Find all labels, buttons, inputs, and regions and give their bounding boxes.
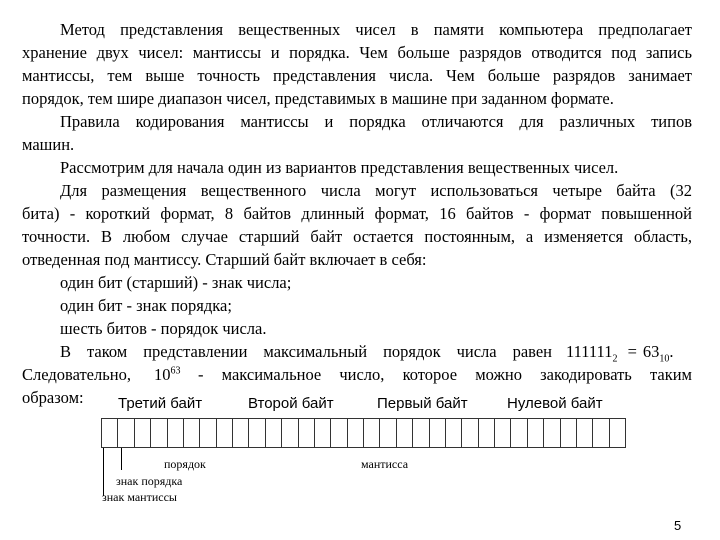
power-formula — [154, 363, 181, 386]
period: . — [669, 342, 674, 361]
list-item: шесть битов - порядок числа. — [60, 319, 267, 338]
text-line: точности. В любом случае старший байт остается постоянным, а изменяется область, — [22, 227, 692, 246]
decimal-base: 10 — [659, 353, 670, 365]
bit-cell — [495, 419, 511, 447]
bit-cell — [118, 419, 134, 447]
text-line: мантиссы, тем выше точность представления числа. Чем больше разрядов занимает — [22, 66, 692, 85]
text-line: В таком представлении максимальный порядок числа равен — [60, 342, 552, 361]
bit-cell — [168, 419, 184, 447]
text-line: Рассмотрим для начала один из вариантов представления вещественных чисел. — [60, 158, 619, 177]
bit-cell — [610, 419, 625, 447]
text-line: Метод представления вещественных чисел в памяти компьютера предполагает — [60, 20, 692, 39]
text-line: Правила кодирования мантиссы и порядка отличаются для различных типов — [60, 112, 692, 131]
equals-sign: = — [627, 342, 637, 361]
order-sign-annotation: знак порядка — [116, 474, 183, 488]
max-order-formula — [566, 340, 674, 363]
text-line: порядок, тем шире диапазон чисел, представимых в машине при заданном формате. — [22, 89, 614, 108]
bit-cell — [299, 419, 315, 447]
binary-value: 111111 — [566, 342, 613, 361]
text-line: Следовательно, — [22, 365, 131, 384]
power-exponent: 63 — [170, 365, 181, 377]
power-base: 10 — [154, 365, 171, 384]
bit-cell — [479, 419, 495, 447]
decimal-value: 63 — [642, 342, 660, 361]
bit-cell — [282, 419, 298, 447]
byte-label-zero: Нулевой байт — [507, 395, 603, 412]
text-line: Для размещения вещественного числа могут использоваться четыре байта (32 — [60, 181, 692, 200]
bit-cell — [462, 419, 478, 447]
page-number: 5 — [674, 518, 682, 533]
bit-cell — [561, 419, 577, 447]
bit-cells-grid — [101, 418, 626, 448]
mantissa-sign-pointer — [103, 448, 104, 496]
bit-cell — [397, 419, 413, 447]
bit-cell — [544, 419, 560, 447]
list-item: один бит (старший) - знак числа; — [60, 273, 292, 292]
bit-cell — [331, 419, 347, 447]
bit-cell — [184, 419, 200, 447]
bit-cell — [593, 419, 609, 447]
bit-cell — [364, 419, 380, 447]
mantissa-sign-annotation: знак мантиссы — [102, 490, 177, 504]
bit-cell — [446, 419, 462, 447]
text-line: отведенная под мантиссу. Старший байт включает в себя: — [22, 250, 427, 269]
binary-base: 2 — [612, 353, 618, 365]
text-line: бита) - короткий формат, 8 байтов длинный формат, 16 байтов - формат повышенной — [22, 204, 692, 223]
mantissa-annotation: мантисса — [361, 457, 409, 471]
bit-cell — [413, 419, 429, 447]
list-item: один бит - знак порядка; — [60, 296, 232, 315]
bit-cell — [102, 419, 118, 447]
bit-cell — [266, 419, 282, 447]
bit-cell — [430, 419, 446, 447]
bit-cell — [315, 419, 331, 447]
order-annotation: порядок — [164, 457, 206, 471]
byte-label-first: Первый байт — [377, 395, 468, 412]
bit-cell — [151, 419, 167, 447]
bit-cell — [135, 419, 151, 447]
bit-cell — [511, 419, 527, 447]
bit-cell — [200, 419, 216, 447]
byte-label-third: Третий байт — [118, 395, 203, 412]
bit-cell — [249, 419, 265, 447]
bit-cell — [528, 419, 544, 447]
text-line: образом: — [22, 388, 84, 407]
order-sign-pointer — [121, 448, 122, 470]
text-line: - максимальное число, которое можно закодировать таким — [198, 365, 692, 384]
bit-cell — [577, 419, 593, 447]
bit-cell — [380, 419, 396, 447]
bit-cell — [348, 419, 364, 447]
text-line: хранение двух чисел: мантиссы и порядка. Чем больше разрядов отводится под запись — [22, 43, 692, 62]
bit-cell — [233, 419, 249, 447]
text-line: машин. — [22, 135, 75, 154]
byte-label-second: Второй байт — [248, 395, 334, 412]
bit-cell — [217, 419, 233, 447]
